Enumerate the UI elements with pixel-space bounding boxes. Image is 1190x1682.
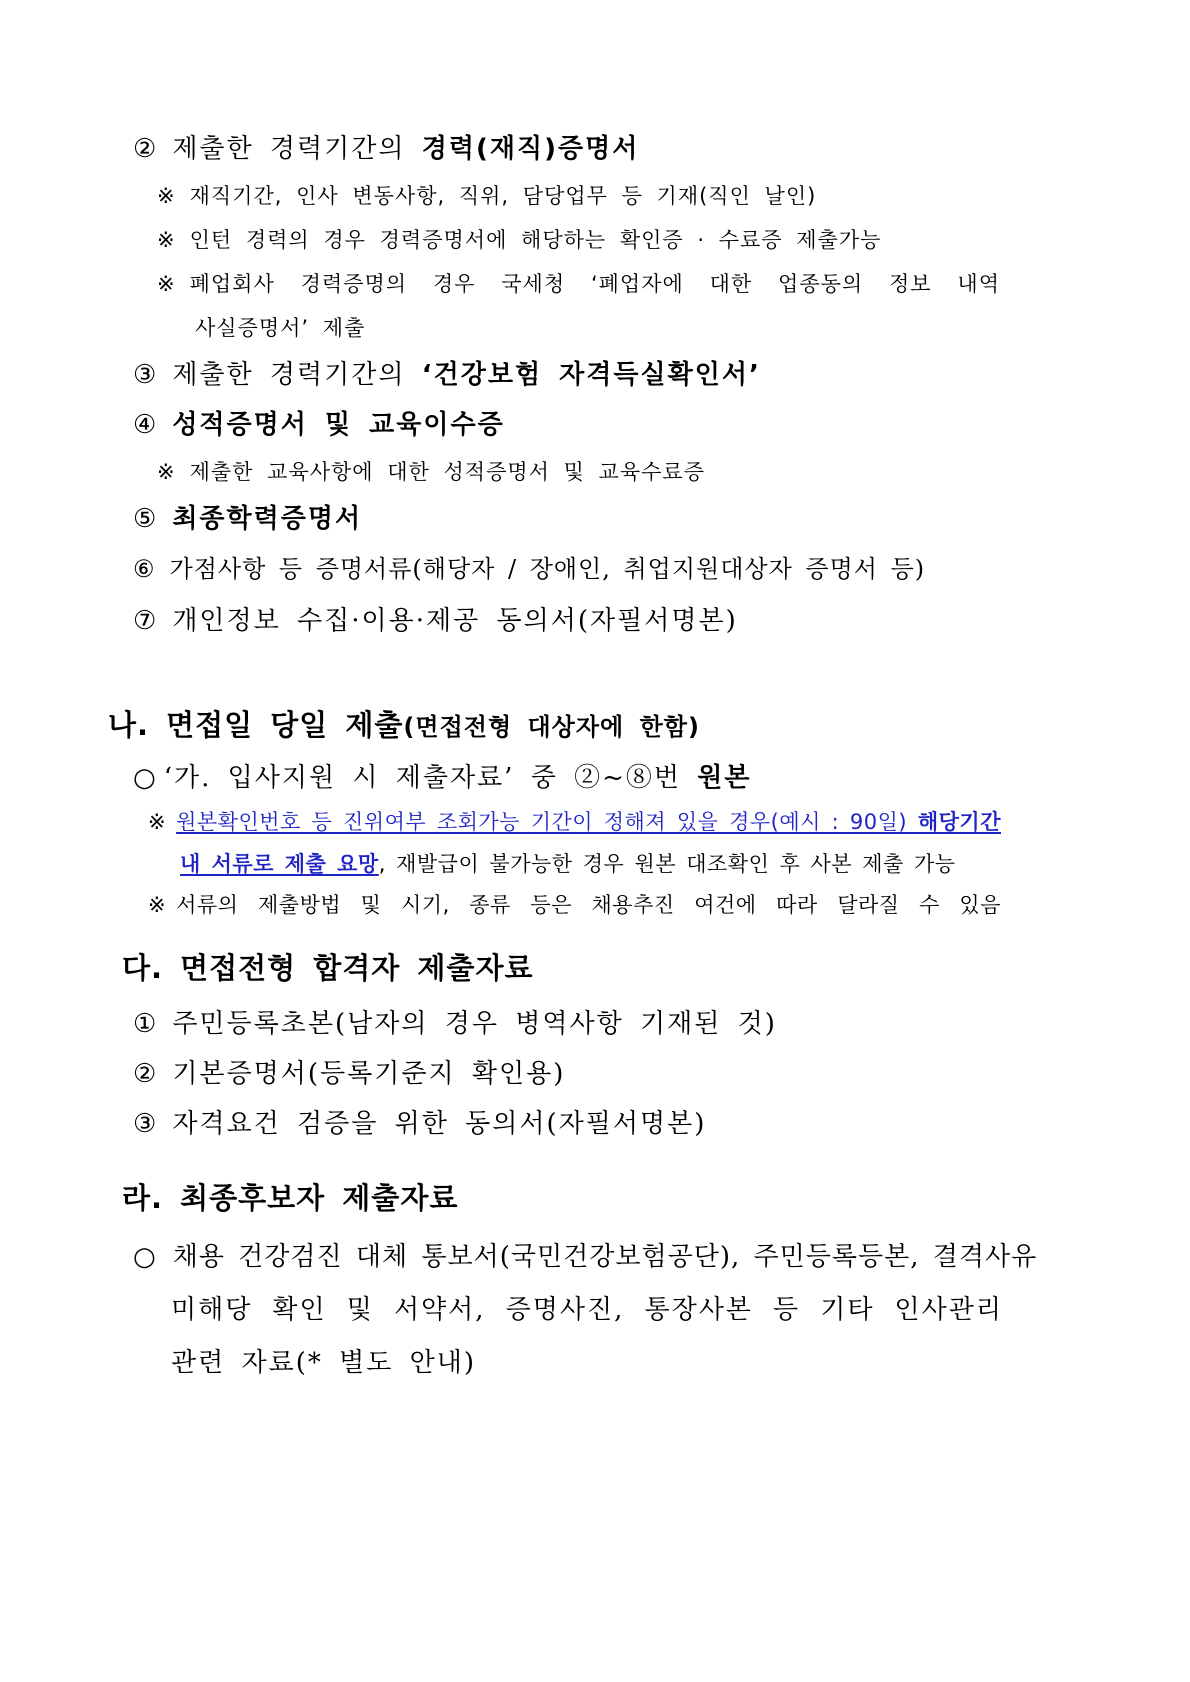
item-7 [133, 600, 738, 637]
item-4 [133, 404, 505, 441]
section-ra-line-1 [133, 1236, 1038, 1273]
item-number: ⑥ [133, 555, 156, 583]
section-da-heading [122, 946, 533, 987]
item-text: 개인정보 수집·이용·제공 동의서(자필서명본) [172, 606, 738, 636]
item-2-note-3 [157, 268, 1000, 298]
item-text: 자격요건 검증을 위한 동의서(자필서명본) [172, 1109, 707, 1139]
note-mark: ※ [157, 460, 176, 484]
note-emphasis: 해당기간 [917, 810, 1001, 834]
section-na-heading [108, 703, 700, 744]
section-ra-line-2 [171, 1289, 1003, 1326]
section-ra-line-3 [171, 1342, 476, 1379]
note-mark: ※ [148, 893, 167, 917]
body-text: 관련 자료(* 별도 안내) [171, 1348, 477, 1378]
item-number: ① [133, 1009, 159, 1039]
circle-bullet: ○ [133, 1242, 157, 1272]
note-text: 재직기간, 인사 변동사항, 직위, 담당업무 등 기재(직인 날인) [189, 184, 817, 208]
item-bold-text: ‘건강보험 자격득실확인서’ [421, 360, 761, 390]
section-ra-heading [122, 1176, 458, 1217]
note-mark: ※ [157, 184, 176, 208]
note-text: 서류의 제출방법 및 시기, 종류 등은 채용추진 여건에 따라 달라질 수 있음 [176, 893, 1001, 917]
item-text: 주민등록초본(남자의 경우 병역사항 기재된 것) [172, 1009, 777, 1039]
note-text: 폐업회사 경력증명의 경우 국세청 ‘폐업자에 대한 업종동의 정보 내역 [189, 272, 1000, 296]
item-bold-text: 성적증명서 및 교육이수증 [172, 410, 505, 440]
item-number: ② [133, 134, 159, 164]
note-emphasis: 내 서류로 제출 요망 [180, 852, 379, 876]
section-title: 나. 면접일 당일 제출 [108, 708, 404, 742]
body-text: 채용 건강검진 대체 통보서(국민건강보험공단), 주민등록등본, 결격사유 [172, 1242, 1038, 1272]
note-mark: ※ [148, 810, 167, 834]
section-na-note-1 [148, 806, 1001, 836]
note-text: 사실증명서’ 제출 [195, 316, 366, 340]
circle-bullet: ○ [133, 763, 158, 793]
item-6 [133, 549, 925, 584]
section-na-note-1-cont [180, 848, 956, 878]
item-4-note [157, 456, 705, 486]
item-number: ⑦ [133, 606, 159, 636]
item-bold-text: 최종학력증명서 [172, 504, 363, 534]
note-text: , 재발급이 불가능한 경우 원본 대조확인 후 사본 제출 가능 [378, 852, 956, 876]
note-mark: ※ [157, 228, 176, 252]
item-number: ③ [133, 360, 159, 390]
item-text: 가점사항 등 증명서류(해당자 / 장애인, 취업지원대상자 증명서 등) [169, 555, 926, 583]
bullet-text: ‘가. 입사지원 시 제출자료’ 중 ②~⑧번 [163, 763, 698, 793]
section-da-item-3 [133, 1103, 706, 1140]
body-text: 미해당 확인 및 서약서, 증명사진, 통장사본 등 기타 인사관리 [171, 1295, 1003, 1325]
note-text: 인턴 경력의 경우 경력증명서에 해당하는 확인증 · 수료증 제출가능 [189, 228, 882, 252]
section-title: 라. 최종후보자 제출자료 [122, 1181, 459, 1215]
item-2-note-1 [157, 180, 816, 210]
section-da-item-1 [133, 1003, 777, 1040]
note-text: 제출한 교육사항에 대한 성적증명서 및 교육수료증 [189, 460, 705, 484]
section-da-item-2 [133, 1053, 565, 1090]
note-link-text: 원본확인번호 등 진위여부 조회가능 기간이 정해져 있을 경우(예시 : 90일) [176, 810, 918, 834]
note-mark: ※ [157, 272, 176, 296]
section-title: 다. 면접전형 합격자 제출자료 [122, 951, 534, 985]
section-na-bullet [133, 757, 751, 794]
item-number: ⑤ [133, 504, 159, 534]
section-na-note-2 [148, 889, 1001, 919]
item-text: 기본증명서(등록기준지 확인용) [172, 1059, 566, 1089]
bullet-bold-text: 원본 [697, 763, 752, 793]
item-2 [133, 128, 639, 165]
item-5 [133, 498, 362, 535]
item-3 [133, 354, 761, 391]
item-text: 제출한 경력기간의 [172, 360, 422, 390]
section-title-sub: (면접전형 대상자에 한함) [403, 713, 700, 741]
item-text: 제출한 경력기간의 [172, 134, 422, 164]
item-2-note-3-cont [195, 312, 365, 342]
item-number: ④ [133, 410, 159, 440]
item-number: ③ [133, 1109, 159, 1139]
item-2-note-2 [157, 224, 881, 254]
item-number: ② [133, 1059, 159, 1089]
item-bold-text: 경력(재직)증명서 [421, 134, 640, 164]
